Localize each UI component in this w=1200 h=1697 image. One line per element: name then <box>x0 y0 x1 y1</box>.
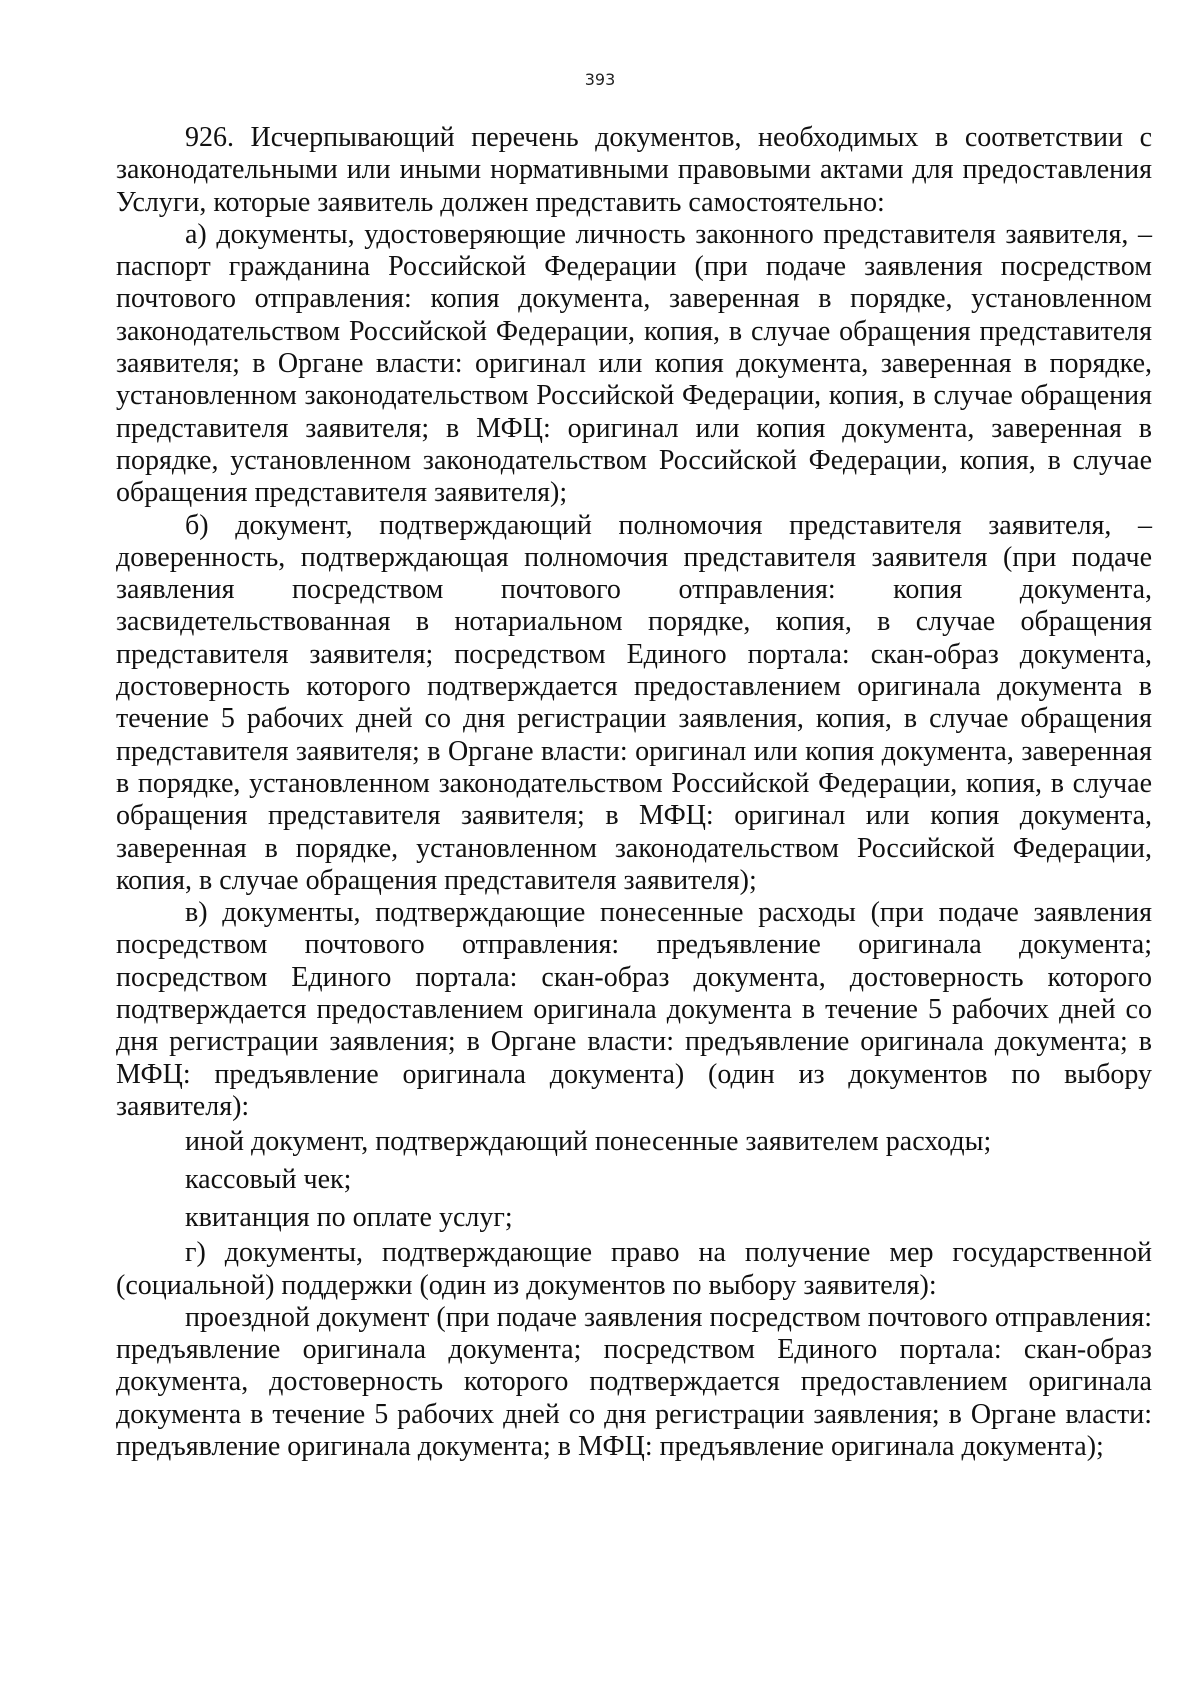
paragraph-item-b: б) документ, подтверждающий полномочия представителя заявителя, – доверенность, подтверждающая полномочия представителя заявителя (при подаче заявления посредством почтового отправления: копия документа, засвидетельствованная в нотариальном порядке, копия, в случае обращения представителя заявителя; посредством Единого портала: скан-образ документа, достоверность которого подтверждается предоставлением оригинала документа в течение 5 рабочих дней со дня регистрации заявления, копия, в случае обращения представителя заявителя; в Органе власти: оригинал или копия документа, заверенная в порядке, установленном законодательством Российской Федерации, копия, в случае обращения представителя заявителя; в МФЦ: оригинал или копия документа, заверенная в порядке, установленном законодательством Российской Федерации, копия, в случае обращения представителя заявителя); <box>116 509 1152 896</box>
list-item-other-document: иной документ, подтверждающий понесенные заявителем расходы; <box>185 1126 992 1158</box>
page-number: 393 <box>584 70 616 89</box>
paragraph-item-g: г) документы, подтверждающие право на получение мер государственной (социальной) поддержки (один из документов по выбору заявителя): <box>116 1237 1152 1301</box>
paragraph-travel-document: проездной документ (при подаче заявления посредством почтового отправления: предъявление оригинала документа; посредством Единого портала: скан-образ документа, достоверность которого подтверждается предоставлением оригинала документа в течение 5 рабочих дней со дня регистрации заявления; в Органе власти: предъявление оригинала документа; в МФЦ: предъявление оригинала документа); <box>116 1301 1152 1462</box>
paragraph-item-a: а) документы, удостоверяющие личность законного представителя заявителя, – паспорт гражданина Российской Федерации (при подаче заявления посредством почтового отправления: копия документа, заверенная в порядке, установленном законодательством Российской Федерации, копия, в случае обращения представителя заявителя; в Органе власти: оригинал или копия документа, заверенная в порядке, установленном законодательством Российской Федерации, копия, в случае обращения представителя заявителя; в МФЦ: оригинал или копия документа, заверенная в порядке, установленном законодательством Российской Федерации, копия, в случае обращения представителя заявителя); <box>116 218 1152 509</box>
list-item-cash-receipt: кассовый чек; <box>185 1164 352 1196</box>
list-item-payment-receipt: квитанция по оплате услуг; <box>185 1202 513 1234</box>
paragraph-item-v: в) документы, подтверждающие понесенные расходы (при подаче заявления посредством почтового отправления: предъявление оригинала документа; посредством Единого портала: скан-образ документа, достоверность которого подтверждается предоставлением оригинала документа в течение 5 рабочих дней со дня регистрации заявления; в Органе власти: предъявление оригинала документа; в МФЦ: предъявление оригинала документа) (один из документов по выбору заявителя): <box>116 897 1152 1122</box>
document-body <box>116 122 1152 1463</box>
paragraph-926: 926. Исчерпывающий перечень документов, необходимых в соответствии с законодательными или иными нормативными правовыми актами для предоставления Услуги, которые заявитель должен представить самостоятельно: <box>116 122 1152 218</box>
